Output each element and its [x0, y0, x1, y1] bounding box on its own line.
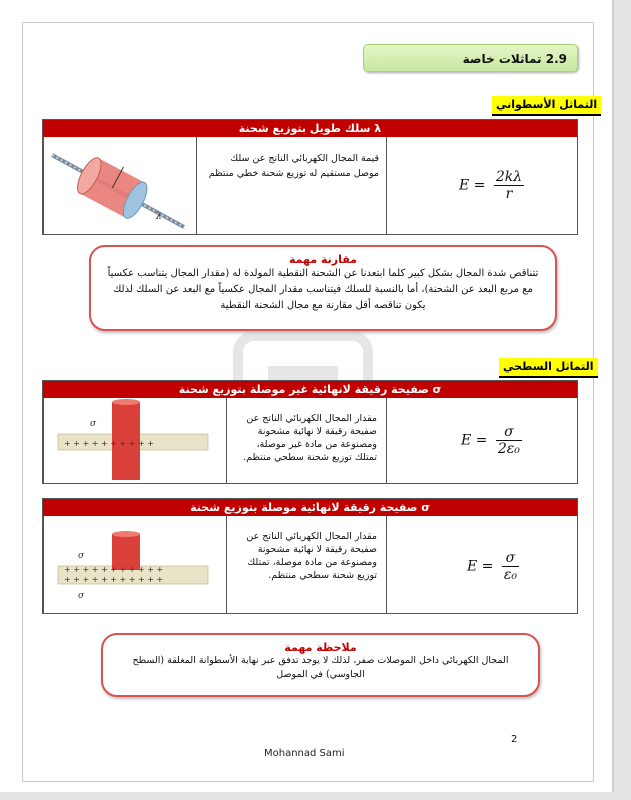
- remark-title: ملاحظة مهمة: [284, 641, 357, 654]
- conducting-sheet-figure: [44, 516, 227, 612]
- wire-formula-denominator: r: [505, 186, 513, 202]
- wire-formula-numerator: 2kλ: [495, 169, 523, 185]
- nonconducting-formula-lhs: E =: [461, 432, 488, 449]
- planar-heading: التماثل السطحي: [499, 358, 598, 378]
- conducting-formula-numerator: σ: [502, 550, 519, 567]
- nonconducting-formula-denominator: 2ε₀: [497, 441, 520, 457]
- wire-table: [42, 119, 578, 235]
- nonconducting-formula-fraction: [496, 424, 522, 457]
- nonconducting-plus-row: + + + + + + + + + +: [64, 439, 154, 448]
- conducting-description: مقدار المجال الكهربائي الناتج عن صفيحة رقيقة لا نهائية مشحونة ومصنوعة من مادة موصلة، تمتلك توزيع شحنة سطحي منتظم.: [246, 531, 377, 581]
- wire-description: قيمة المجال الكهربائي الناتج عن سلك موصل مستقيم له توزيع شحنة خطي منتظم: [208, 153, 379, 179]
- conducting-figure-cell: [43, 516, 227, 613]
- wire-formula: [459, 169, 524, 202]
- wire-figure-cell: [43, 137, 197, 234]
- nonconducting-description-cell: [226, 398, 387, 483]
- conducting-sheet-table: [42, 498, 578, 614]
- nonconducting-sheet-figure: [44, 398, 227, 482]
- conducting-sigma-label-top: σ: [78, 551, 85, 561]
- nonconducting-description: مقدار المجال الكهربائي الناتج عن صفيحة رقيقة لا نهائية مشحونة ومصنوعة من مادة غير موصلة، تمتلك توزيع شحنة سطحي منتظم.: [243, 413, 377, 463]
- wire-lambda-label: λ: [156, 212, 162, 222]
- conducting-description-cell: [226, 516, 387, 613]
- conducting-formula: [467, 550, 519, 583]
- section-title: 2.9 تماثلات خاصة: [363, 44, 578, 72]
- conducting-table-header: صفيحة رقيقة لانهائية موصلة بتوزيع شحنة σ: [43, 499, 577, 516]
- nonconducting-figure-cell: [43, 398, 227, 483]
- wire-description-cell: [196, 137, 387, 234]
- nonconducting-formula-cell: [386, 398, 577, 483]
- author-name: Mohannad Sami: [264, 748, 345, 759]
- wire-formula-fraction: [494, 169, 524, 202]
- comparison-note: [89, 245, 557, 331]
- conducting-formula-denominator: ε₀: [503, 567, 517, 583]
- page-number: 2: [511, 734, 518, 745]
- remark-text: المجال الكهربائي داخل الموصلات صفر، لذلك لا يوجد تدفق عبر نهاية الأسطوانة المغلقة (السطح الجاوسي) في الموصل: [132, 655, 509, 680]
- nonconducting-formula: [461, 424, 522, 457]
- nonconducting-sigma-label: σ: [90, 419, 97, 429]
- conducting-plus-row-bottom: + + + + + + + + + + +: [64, 575, 164, 584]
- nonconducting-formula-numerator: σ: [496, 424, 522, 441]
- conducting-formula-lhs: E =: [467, 558, 494, 575]
- conducting-formula-cell: [386, 516, 577, 613]
- wire-formula-cell: [386, 137, 577, 234]
- conducting-plus-row-top: + + + + + + + + + + +: [64, 565, 164, 574]
- wire-formula-lhs: E =: [459, 177, 486, 194]
- comparison-text: تتناقص شدة المجال بشكل كبير كلما ابتعدنا عن الشحنة النقطية المولدة له (مقدار المجال يتناسب عكسياً مع مربع البعد عن الشحنة)، أما بالنسبة للسلك فيتناسب مقدار المجال عكسياً مع البعد عن السلك لذلك يكون تناقصه أقل مقارنة مع مجال الشحنة النقطية: [107, 268, 539, 311]
- comparison-title: مقارنة مهمة: [289, 253, 357, 266]
- conducting-sigma-label-bottom: σ: [78, 591, 85, 601]
- nonconducting-table-header: صفيحة رقيقة لانهائية غير موصلة بتوزيع شحنة σ: [43, 381, 577, 398]
- charged-wire-figure: [44, 137, 197, 233]
- cylindrical-heading: التماثل الأسطواني: [492, 96, 601, 116]
- conducting-formula-fraction: [502, 550, 519, 583]
- nonconducting-sheet-table: [42, 380, 578, 484]
- remark-note: [101, 633, 540, 697]
- wire-table-header: سلك طويل بتوزيع شحنة λ: [43, 120, 577, 137]
